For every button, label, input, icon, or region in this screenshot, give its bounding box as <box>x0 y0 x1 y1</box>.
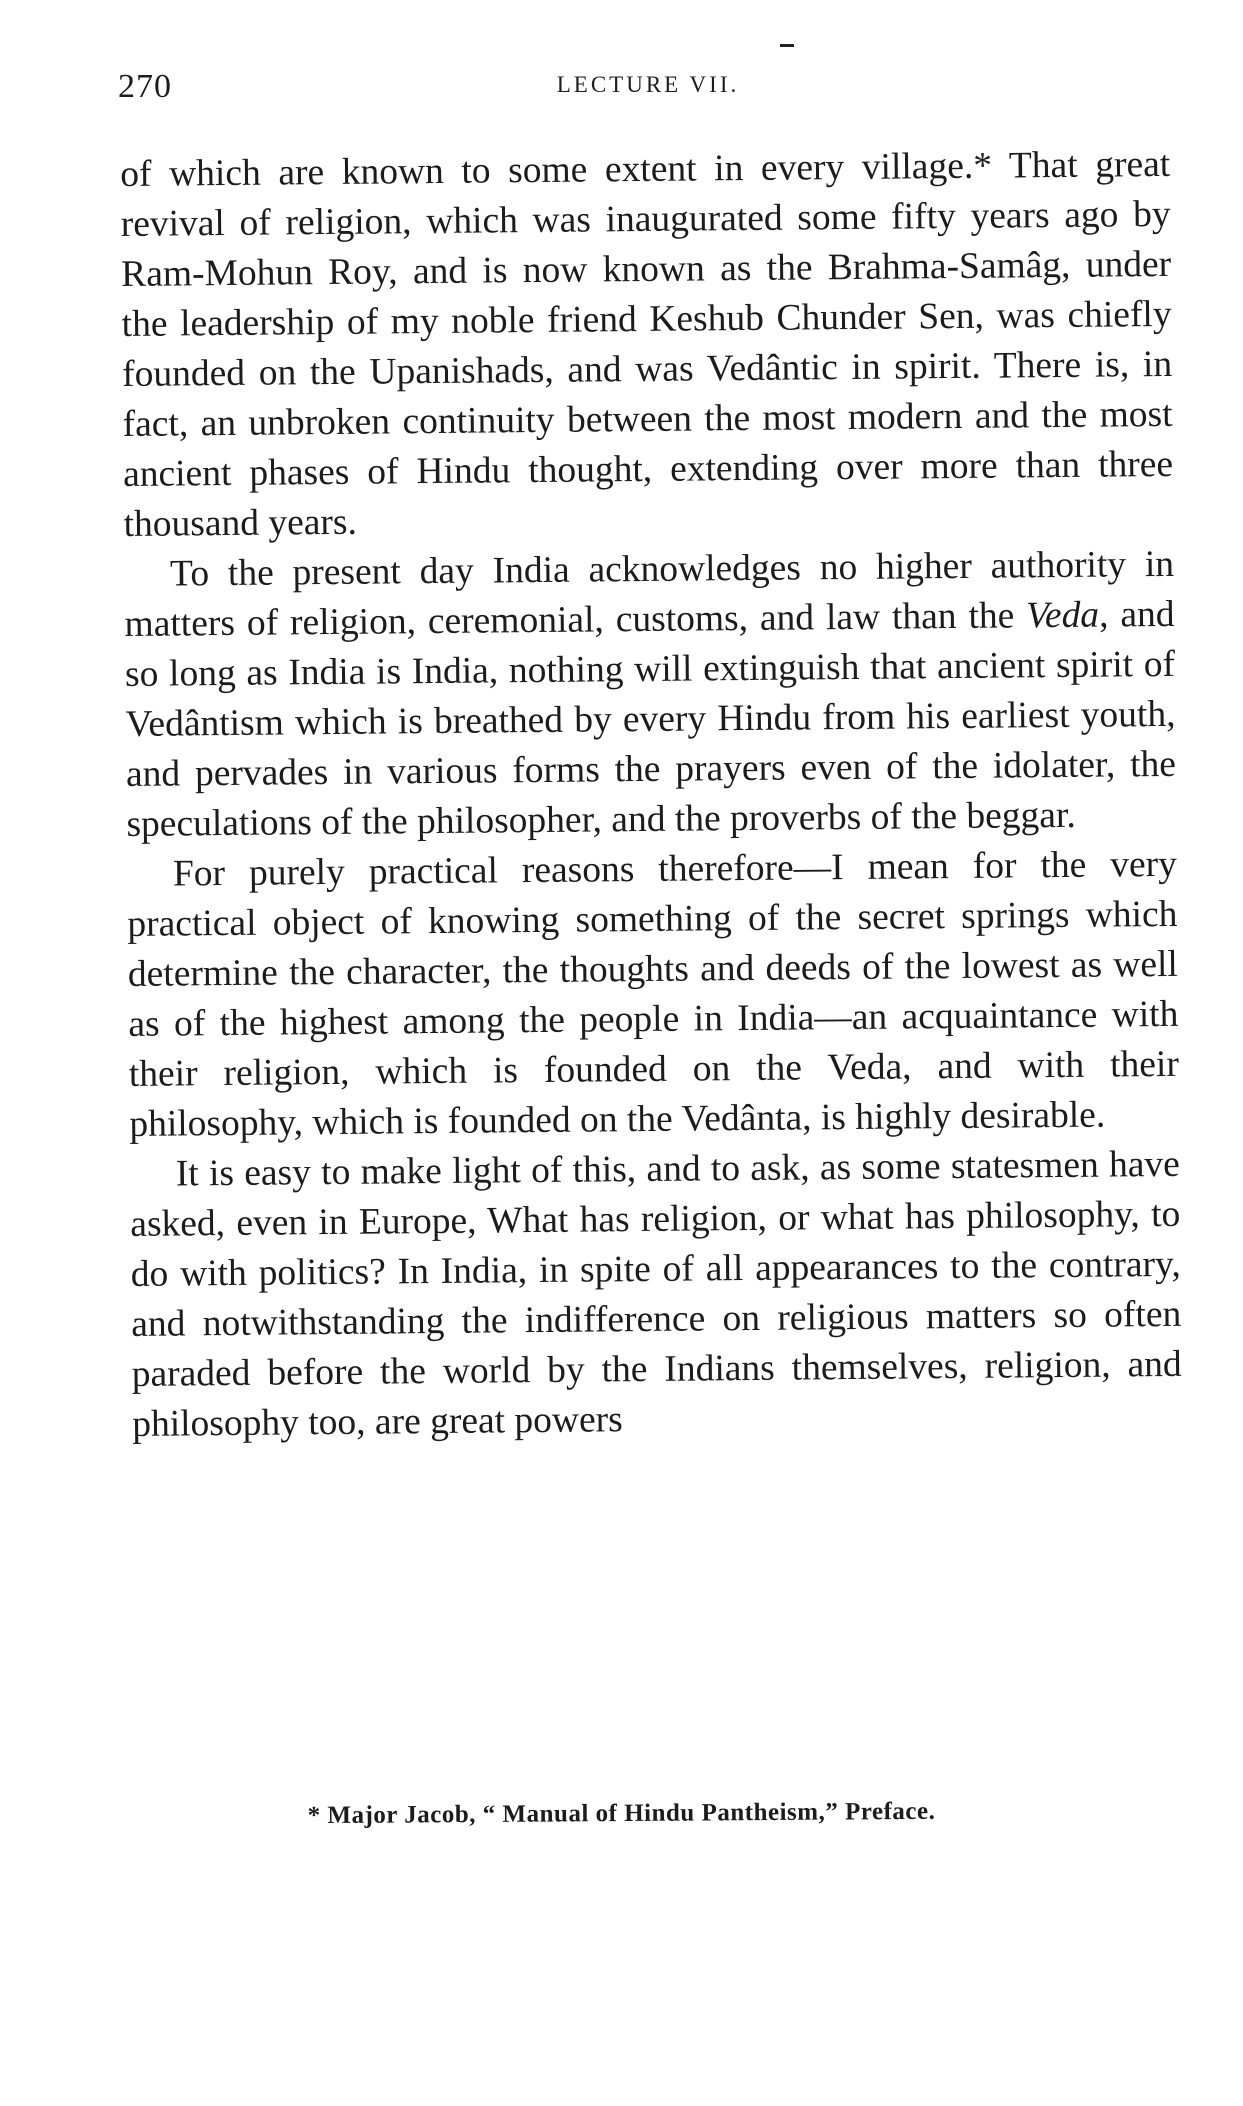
paragraph-2-text-start: To the present day India acknowledges no higher authority in matters of religion, ceremonial, customs, and law than the <box>124 543 1175 645</box>
page-number: 270 <box>118 68 172 105</box>
page-header <box>118 64 1178 114</box>
paragraph-2 <box>124 540 1177 850</box>
veda-italic-word: Veda <box>1025 594 1100 637</box>
footnote: * Major Jacob, “ Manual of Hindu Pantheism,” Preface. <box>307 1797 936 1830</box>
paragraph-4: It is easy to make light of this, and to ask, as some statesmen have asked, even in Europe, What has religion, or what has philosophy, to do with politics? In India, in spite of all appearances to the contrary, and notwithstanding the indifference on religious matters so often paraded before the world by the Indians themselves, religion, and philosophy too, are great powers <box>130 1143 1182 1445</box>
body-text <box>120 140 1182 1450</box>
paragraph-2-text-end: , and so long as India is India, nothing will extinguish that ancient spirit of Vedântism which is breathed by every Hindu from his earliest youth, and pervades in various forms the prayers even of the idolater, the speculations of the philosopher, and the proverbs of the beggar. <box>124 593 1177 845</box>
paragraph-3: For purely practical reasons therefore—I mean for the very practical object of knowing something of the secret springs which determine the character, the thoughts and deeds of the lowest as well as of the highest among the people in India—an acquaintance with their religion, which is founded on the Veda, and with their philosophy, which is founded on the Vedânta, is highly desirable. <box>127 843 1180 1145</box>
paragraph-1: of which are known to some extent in every village.* That great revival of religion, which was inaugurated some fifty years ago by Ram-Mohun Roy, and is now known as the Brahma-Samâg, under the leadership of my noble friend Keshub Chunder Sen, was chiefly founded on the Upanishads, and was Vedântic in spirit. There is, in fact, an unbroken continuity between the most modern and the most ancient phases of Hindu thought, extending over more than three thousand years. <box>120 143 1174 545</box>
printer-dash-mark <box>780 44 794 47</box>
running-head: LECTURE VII. <box>556 72 740 97</box>
